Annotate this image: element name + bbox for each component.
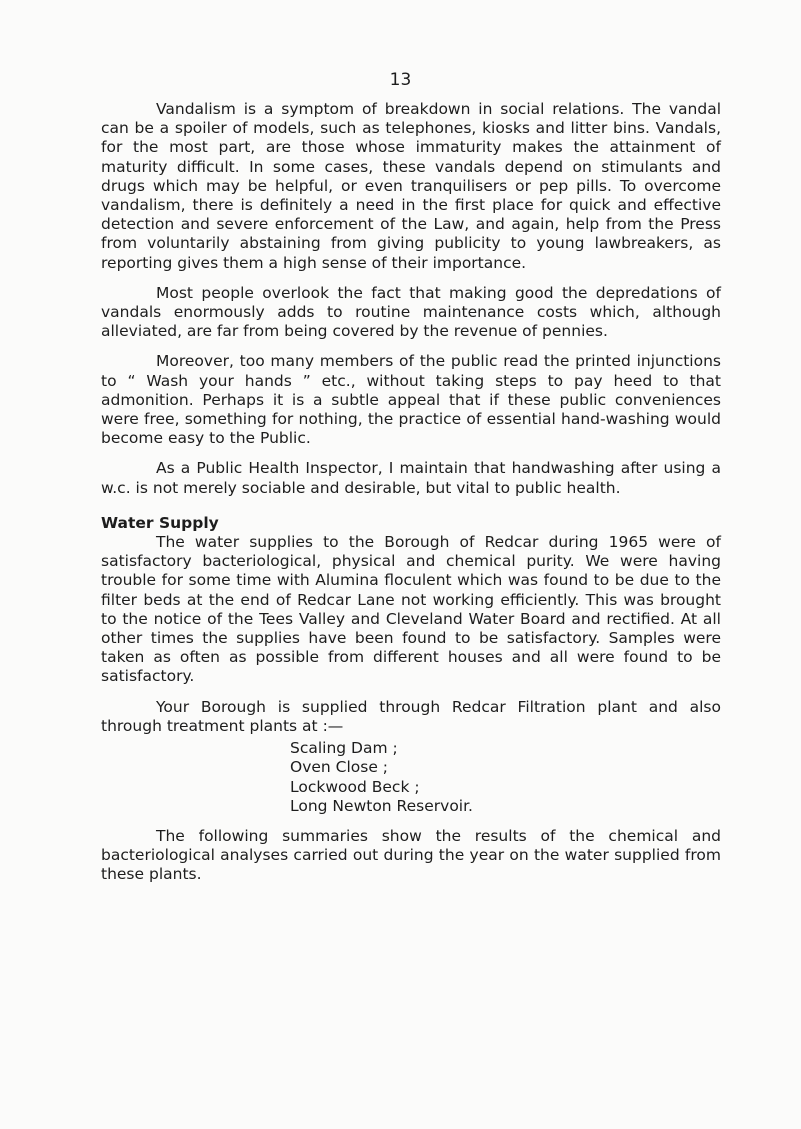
- treatment-plants-list: [101, 739, 721, 816]
- list-item: Lockwood Beck ;: [290, 777, 420, 796]
- paragraph-public-health-inspector: As a Public Health Inspector, I maintain that handwashing after using a w.c. is not merely sociable and desirable, but vital to public health.: [101, 459, 721, 497]
- page-number: 13: [389, 70, 412, 90]
- list-item: Oven Close ;: [290, 758, 389, 777]
- paragraph-depredations: Most people overlook the fact that making good the depredations of vandals enormously adds to routine maintenance costs which, although alleviated, are far from being covered by the revenue of pennies.: [101, 283, 721, 341]
- section-heading-water-supply: Water Supply: [101, 513, 219, 532]
- paragraph-vandalism: Vandalism is a symptom of breakdown in social relations. The vandal can be a spoiler of models, such as telephones, kiosks and litter bins. Vandals, for the most part, are those whose immaturity makes the attainment of maturity difficult. In some cases, these vandals depend on stimulants and drugs which may be helpful, or even tranquilisers or pep pills. To overcome vandalism, there is definitely a need in the first place for quick and effective detection and severe enforcement of the Law, and again, help from the Press from voluntarily abstaining from giving publicity to young lawbreakers, as reporting gives them a high sense of their importance.: [101, 100, 721, 272]
- paragraph-treatment-plants-intro: Your Borough is supplied through Redcar Filtration plant and also through treatment plants at :—: [101, 697, 721, 735]
- paragraph-summaries: The following summaries show the results of the chemical and bacteriological analyses carried out during the year on the water supplied from these plants.: [101, 826, 721, 884]
- paragraph-water-quality: The water supplies to the Borough of Redcar during 1965 were of satisfactory bacteriological, physical and chemical purity. We were having trouble for some time with Alumina floculent which was found to be due to the filter beds at the end of Redcar Lane not working efficiently. This was brought to the notice of the Tees Valley and Cleveland Water Board and rectified. At all other times the supplies have been found to be satisfactory. Samples were taken as often as possible from different houses and all were found to be satisfactory.: [101, 533, 721, 686]
- paragraph-handwashing-injunctions: Moreover, too many members of the public read the printed injunctions to “ Wash your hands ” etc., without taking steps to pay heed to that admonition. Perhaps it is a subtle appeal that if these public conveniences were free, something for nothing, the practice of essential hand-washing would become easy to the Public.: [101, 352, 721, 448]
- list-item: Long Newton Reservoir.: [290, 796, 473, 815]
- list-item: Scaling Dam ;: [290, 739, 398, 758]
- document-body: [101, 100, 721, 896]
